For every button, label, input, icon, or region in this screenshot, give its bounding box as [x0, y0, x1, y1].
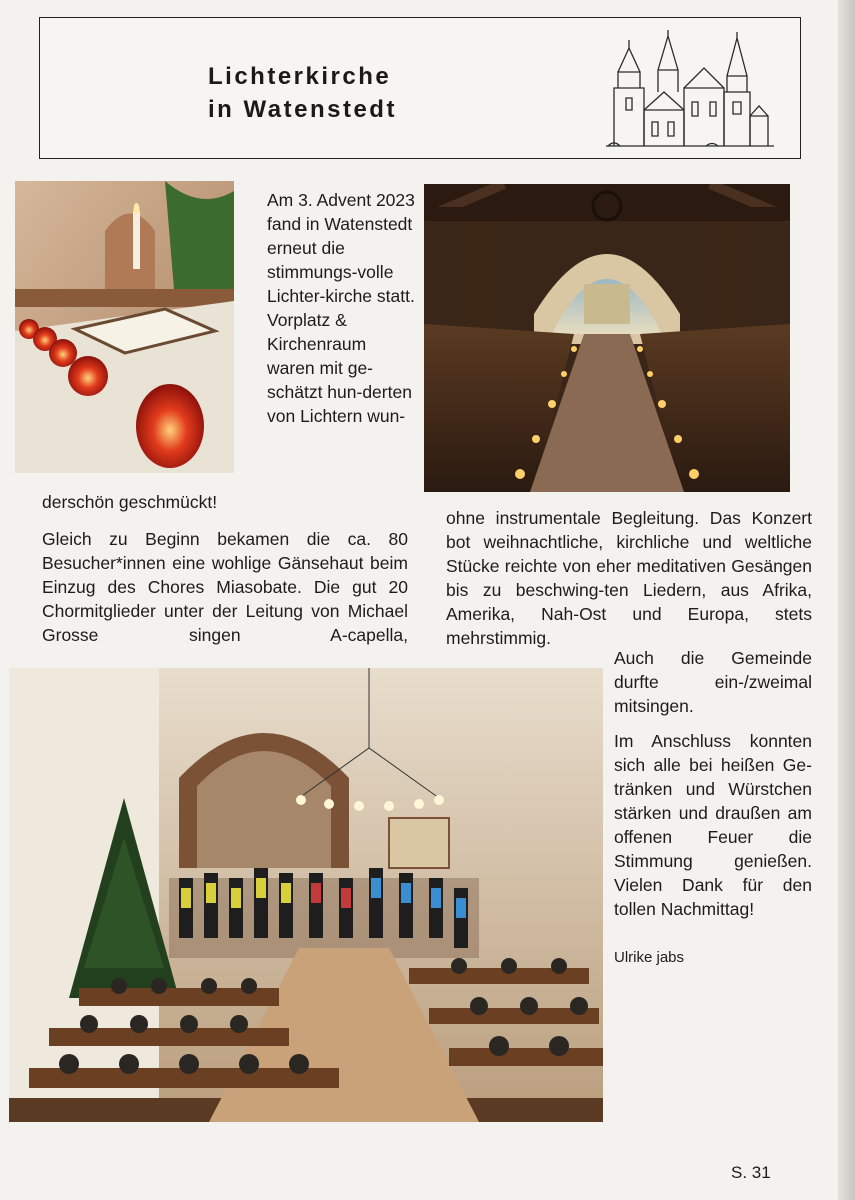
altar-candles-photo — [15, 181, 234, 473]
choir-concert-photo — [9, 668, 603, 1122]
paragraph-right: ohne instrumentale Begleitung. Das Konzert bot weihnachtliche, kirchliche und weltliche Stücke reichte von eher meditativen Gesängen bis zu beschwing-ten Liedern, aus Afrika, Amerika, Nah-Ost und Europa, stets mehrstimmig. — [446, 508, 812, 648]
title-line-2: in Watenstedt — [208, 96, 397, 123]
paragraph-left: Gleich zu Beginn bekamen die ca. 80 Besucher*innen eine wohlige Gänsehaut beim Einzug des Chores Miasobate. Die gut 20 Chormitglieder unter der Leitung von Michael Grosse singen A-capella, — [42, 529, 408, 645]
paragraph-side-2: Im Anschluss konnten sich alle bei heißen Ge-tränken und Würstchen stärken und draußen am offenen Feuer die Stimmung genießen. Vielen Dank für den tollen Nachmittag! — [614, 731, 812, 919]
paragraph-side-1: Auch die Gemeinde durfte ein-/zweimal mitsingen. — [614, 648, 812, 716]
title-line-1: Lichterkirche — [208, 63, 392, 90]
church-sketch-icon — [606, 30, 774, 152]
author-name: Ulrike jabs — [614, 949, 685, 966]
page-edge — [838, 0, 855, 1200]
article-intro: Am 3. Advent 2023 fand in Watenstedt erneut die stimmungs-volle Lichter-kirche statt. Vorplatz & Kirchenraum waren mit ge-schätzt hun-derten von Lichtern wun- — [267, 190, 415, 426]
page-number: S. 31 — [731, 1163, 771, 1182]
article-title — [208, 60, 397, 126]
church-aisle-photo — [424, 184, 790, 492]
article-intro-end: derschön geschmückt! — [42, 492, 218, 512]
